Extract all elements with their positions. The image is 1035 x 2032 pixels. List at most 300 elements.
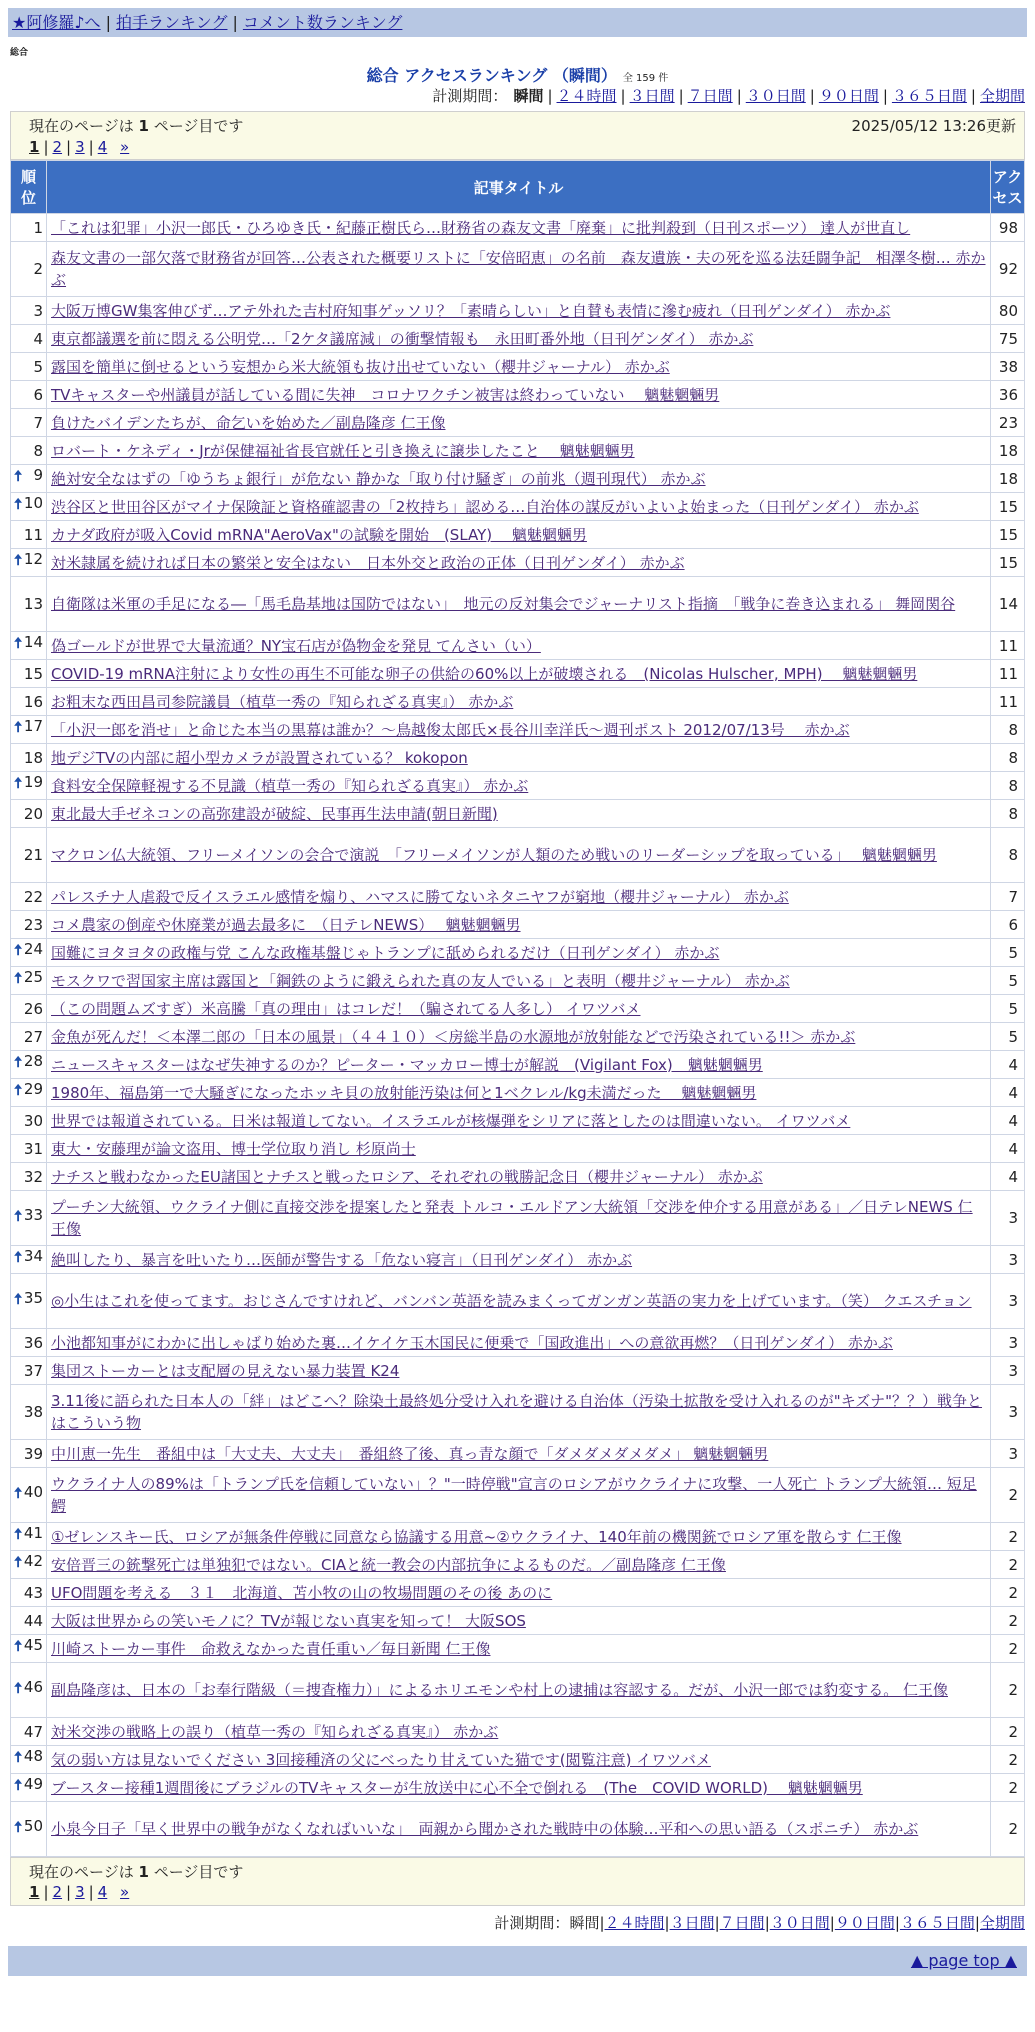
rank-number: 6 [33,385,43,404]
table-row [11,214,1025,242]
table-row [11,353,1025,381]
rank-up-arrow-icon: 🠅 [14,1525,23,1543]
table-row [11,688,1025,716]
rank-cell [11,1663,47,1718]
rank-number: 33 [23,1205,43,1224]
access-count: 5 [991,967,1025,995]
article-title-link[interactable]: 地デジTVの内部に超小型カメラが設置されている？ kokopon [51,748,468,767]
pager-page-3[interactable]: 3 [75,138,85,156]
rank-up-arrow-icon: 🠅 [14,941,23,959]
rank-number: 15 [23,664,43,683]
period-option-6[interactable]: 全期間 [979,87,1025,105]
period-separator: | [547,87,553,105]
table-row [11,1079,1025,1107]
article-title-link[interactable]: 森友文書の一部欠落で財務省が回答…公表された概要リストに「安倍昭恵」の名前 森友遺族・夫の死を巡る法廷闘争記 相澤冬樹… 赤かぶ [51,249,986,289]
access-count: 2 [991,1635,1025,1663]
access-count: 2 [991,1802,1025,1857]
period-option-1[interactable]: ３日間 [669,1914,715,1932]
period-option-3[interactable]: ３０日間 [769,1914,830,1932]
period-separator: | [664,1914,670,1932]
access-count: 8 [991,828,1025,883]
article-title-link[interactable]: 集団ストーカーとは支配層の見えない暴力装置 K24 [51,1361,400,1380]
title-cell [47,1385,991,1440]
period-label: 計測期間： [432,87,508,105]
table-row [11,1385,1025,1440]
article-title-link[interactable]: 「これは犯罪」小沢一郎氏・ひろゆき氏・紀藤正樹氏ら…財務省の森友文書「廃棄」に批判殺到（日刊スポーツ） 達人が世直し [51,218,911,237]
table-row [11,325,1025,353]
title-cell [47,577,991,632]
page-info-box [10,111,1025,160]
rank-number: 28 [23,1052,43,1070]
table-row [11,967,1025,995]
article-title-link[interactable]: 東北最大手ゼネコンの高弥建設が破綻、民事再生法申請(朝日新聞) [51,804,498,823]
col-header-access: アクセス [991,161,1025,214]
period-selector-bottom [0,1906,1035,1940]
updated-timestamp: 2025/05/12 13:26更新 [851,117,1016,135]
rank-cell [11,297,47,325]
table-row [11,242,1025,297]
rank-number: 22 [23,887,43,906]
period-current: 瞬間 [513,87,544,105]
access-count: 3 [991,1329,1025,1357]
rank-cell [11,1135,47,1163]
title-cell [47,1191,991,1246]
title-cell [47,911,991,939]
pager-next[interactable]: » [120,138,130,156]
title-cell [47,1635,991,1663]
clap-ranking-link[interactable]: 拍手ランキング [115,13,228,32]
article-title-link[interactable]: ブースター接種1週間後にブラジルのTVキャスターが生放送中に心不全で倒れる (The COVID WORLD) 魑魅魍魎男 [51,1778,863,1797]
access-count: 15 [991,521,1025,549]
article-title-link[interactable]: 金魚が死んだ！＜本澤二郎の「日本の風景」（４４１０）＜房総半島の水源地が放射能などで汚染されている!!＞ 赤かぶ [51,1027,856,1046]
table-row [11,1551,1025,1579]
rank-cell [11,911,47,939]
article-title-link[interactable]: 東大・安藤理が論文盗用、博士学位取り消し 杉原尚士 [51,1139,416,1158]
table-row [11,465,1025,493]
title-cell [47,716,991,744]
title-cell [47,1246,991,1274]
access-count: 75 [991,325,1025,353]
rank-up-arrow-icon: 🠅 [14,495,23,513]
table-row [11,883,1025,911]
pagination [29,1883,1016,1901]
article-title-link[interactable]: 東京都議選を前に悶える公明党…「2ケタ議席減」の衝撃情報も 永田町番外地（日刊ゲンダイ） 赤かぶ [51,329,754,348]
article-title-link[interactable]: ロバート・ケネディ・Jrが保健福祉省長官就任と引き換えに譲歩したこと 魑魅魍魎男 [51,441,635,460]
rank-number: 47 [23,1722,43,1741]
table-row [11,1135,1025,1163]
access-count: 3 [991,1440,1025,1468]
period-option-2[interactable]: ７日間 [687,87,733,105]
table-row [11,437,1025,465]
title-cell [47,1079,991,1107]
table-row [11,1023,1025,1051]
rank-cell [11,1329,47,1357]
rank-cell [11,1246,47,1274]
title-cell [47,1135,991,1163]
table-row [11,1468,1025,1523]
pager-next[interactable]: » [120,1883,130,1901]
rank-cell [11,744,47,772]
article-title-link[interactable]: 絶対安全なはずの「ゆうちょ銀行」が危ない 静かな「取り付け騒ぎ」の前兆（週刊現代） 赤かぶ [51,469,706,488]
access-count: 15 [991,493,1025,521]
rank-cell [11,800,47,828]
rank-number: 30 [23,1111,43,1130]
access-count: 7 [991,883,1025,911]
rank-number: 46 [23,1677,43,1696]
article-title-link[interactable]: 小池都知事がにわかに出しゃばり始めた裏…イケイケ玉木国民に便乗で「国政進出」への意欲再燃？（日刊ゲンダイ） 赤かぶ [51,1333,893,1352]
article-title-link[interactable]: ①ゼレンスキー氏、ロシアが無条件停戦に同意なら協議する用意~②ウクライナ、140年前の機関銃でロシア軍を散らす 仁王像 [51,1527,902,1546]
title-cell [47,800,991,828]
access-count: 18 [991,437,1025,465]
article-title-link[interactable]: 食料安全保障軽視する不見識（植草一秀の『知られざる真実』） 赤かぶ [51,776,529,795]
access-count: 2 [991,1468,1025,1523]
current-page-text: 現在のページは 1 ページ目です [29,117,244,135]
title-cell [47,1774,991,1802]
table-row [11,1718,1025,1746]
table-row [11,1274,1025,1329]
rank-number: 24 [23,940,43,958]
access-count: 2 [991,1523,1025,1551]
period-separator: | [736,87,742,105]
pager-current-page: 1 [29,138,40,156]
pager-page-3[interactable]: 3 [75,1883,85,1901]
access-count: 38 [991,353,1025,381]
rank-cell [11,1079,47,1107]
rank-number: 45 [23,1636,43,1654]
rank-up-arrow-icon: 🠅 [14,718,23,736]
rank-up-arrow-icon: 🠅 [14,1553,23,1571]
table-row [11,716,1025,744]
title-cell [47,1718,991,1746]
rank-cell [11,1523,47,1551]
article-title-link[interactable]: プーチン大統領、ウクライナ側に直接交渉を提案したと発表 トルコ・エルドアン大統領「交渉を仲介する用意がある」／日テレNEWS 仁王像 [51,1198,973,1238]
period-option-5[interactable]: ３６５日間 [891,87,967,105]
article-title-link[interactable]: 副島隆彦は、日本の「お奉行階級（＝捜査権力）」によるホリエモンや村上の逮捕は容認する。だが、小沢一郎では豹変する。 仁王像 [51,1681,948,1699]
rank-cell [11,1718,47,1746]
access-count: 4 [991,1135,1025,1163]
rank-number: 11 [23,525,43,544]
table-row [11,939,1025,967]
rank-cell [11,409,47,437]
rank-cell [11,1191,47,1246]
comment-ranking-link[interactable]: コメント数ランキング [242,13,403,32]
period-option-3[interactable]: ３０日間 [745,87,806,105]
table-row [11,744,1025,772]
table-row [11,1107,1025,1135]
rank-cell [11,242,47,297]
table-row [11,1635,1025,1663]
rank-number: 20 [23,804,43,823]
pager-spacer [111,1883,116,1901]
access-count: 5 [991,939,1025,967]
access-count: 8 [991,772,1025,800]
article-title-link[interactable]: 世界では報道されている。日米は報道してない。イスラエルが核爆弾をシリアに落としたのは間違いない。 イワツバメ [51,1111,851,1130]
pager-spacer [111,138,116,156]
rank-number: 19 [23,773,43,791]
title-cell [47,883,991,911]
rank-up-arrow-icon: 🠅 [14,467,23,485]
title-cell [47,1023,991,1051]
article-title-link[interactable]: 川崎ストーカー事件 命救えなかった責任重い／毎日新聞 仁王像 [51,1639,491,1658]
bottom-bar [8,1946,1027,1976]
rank-cell [11,353,47,381]
rank-up-arrow-icon: 🠅 [14,774,23,792]
pager-page-4[interactable]: 4 [97,138,108,156]
article-title-link[interactable]: 大阪は世界からの笑いモノに？TVが報じない真実を知って！ 大阪SOS [51,1611,526,1630]
pager-page-2[interactable]: 2 [52,138,63,156]
rank-number: 17 [23,717,43,735]
title-cell [47,1746,991,1774]
access-count: 92 [991,242,1025,297]
table-row [11,1051,1025,1079]
period-option-2[interactable]: ７日間 [719,1914,765,1932]
period-option-5[interactable]: ３６５日間 [899,1914,975,1932]
rank-cell [11,967,47,995]
article-title-link[interactable]: 3.11後に語られた日本人の「絆」はどこへ？除染土最終処分受け入れを避ける自治体（汚染土拡散を受け入れるのが"キズナ"？？）戦争とはこういう物 [51,1392,983,1432]
rank-cell [11,1107,47,1135]
rank-cell [11,632,47,660]
rank-cell [11,995,47,1023]
rank-number: 13 [23,595,43,613]
rank-number: 27 [23,1027,43,1046]
nav-separator: | [232,13,238,32]
rank-number: 23 [23,915,43,934]
article-title-link[interactable]: 負けたバイデンたちが、命乞いを始めた／副島隆彦 仁王像 [51,413,446,432]
rank-cell [11,1163,47,1191]
article-title-link[interactable]: ◎小生はこれを使ってます。おじさんですけれど、バンバン英語を読みまくってガンガン英語の実力を上げています。（笑） クエスチョン [51,1292,972,1310]
article-title-link[interactable]: ニュースキャスターはなぜ失神するのか？ピーター・マッカロー博士が解説 (Vigilant Fox) 魑魅魍魎男 [51,1055,763,1074]
article-title-link[interactable]: 対米隷属を続ければ日本の繁栄と安全はない 日本外交と政治の正体（日刊ゲンダイ） 赤かぶ [51,553,685,572]
rank-number: 5 [33,357,43,376]
table-row [11,381,1025,409]
access-count: 6 [991,911,1025,939]
access-count: 4 [991,1163,1025,1191]
article-title-link[interactable]: COVID-19 mRNA注射により女性の再生不可能な卵子の供給の60%以上が破壊される (Nicolas Hulscher, MPH) 魑魅魍魎男 [51,664,918,683]
rank-up-arrow-icon: 🠅 [14,634,23,652]
title-cell [47,493,991,521]
rank-up-arrow-icon: 🠅 [14,1289,23,1308]
site-home-link[interactable]: ★阿修羅♪へ [12,13,101,32]
rank-cell [11,828,47,883]
rank-number: 44 [23,1611,43,1630]
page-info-box-bottom [10,1857,1025,1906]
article-title-link[interactable]: 自衛隊は米軍の手足になる―「馬毛島基地は国防ではない」 地元の反対集会でジャーナリスト指摘 「戦争に巻き込まれる」 舞岡関谷 [51,595,956,613]
rank-number: 41 [23,1524,43,1542]
period-option-0[interactable]: ２４時間 [604,1914,665,1932]
table-row [11,1663,1025,1718]
article-title-link[interactable]: 「小沢一郎を消せ」と命じた本当の黒幕は誰か？～鳥越俊太郎氏×長谷川幸洋氏～週刊ポスト 2012/07/13号 赤かぶ [51,720,850,739]
period-option-0[interactable]: ２４時間 [556,87,617,105]
article-title-link[interactable]: 気の弱い方は見ないでください 3回接種済の父にべったり甘えていた猫です(閲覧注意) イワツバメ [51,1750,711,1769]
period-separator: | [809,87,815,105]
title-cell [47,214,991,242]
article-title-link[interactable]: 偽ゴールドが世界で大量流通？NY宝石店が偽物金を発見 てんさい（い） [51,636,541,655]
title-cell [47,632,991,660]
access-count: 5 [991,995,1025,1023]
table-row [11,1440,1025,1468]
table-row [11,660,1025,688]
rank-number: 25 [23,968,43,986]
title-cell [47,521,991,549]
rank-cell [11,1274,47,1329]
period-separator: | [599,1914,605,1932]
rank-cell [11,493,47,521]
title-cell [47,1607,991,1635]
period-option-4[interactable]: ９０日間 [834,1914,895,1932]
title-cell [47,1551,991,1579]
rank-number: 16 [23,692,43,711]
top-nav-bar [8,8,1027,37]
title-cell [47,1802,991,1857]
section-label: 総合 [10,48,29,58]
access-count: 11 [991,632,1025,660]
title-cell [47,325,991,353]
nav-separator: | [105,13,111,32]
article-title-link[interactable]: UFO問題を考える ３１ 北海道、苫小牧の山の牧場問題のその後 あのに [51,1583,553,1602]
title-cell [47,1663,991,1718]
rank-up-arrow-icon: 🠅 [14,969,23,987]
rank-number: 29 [23,1080,43,1098]
access-count: 4 [991,1079,1025,1107]
title-cell [47,1468,991,1523]
rank-up-arrow-icon: 🠅 [14,1817,23,1836]
table-row [11,297,1025,325]
rank-number: 37 [23,1361,43,1380]
title-cell [47,1440,991,1468]
rank-number: 26 [23,999,43,1018]
pager-page-2[interactable]: 2 [52,1883,63,1901]
title-cell [47,744,991,772]
rank-up-arrow-icon: 🠅 [14,1053,23,1071]
article-title-link[interactable]: 1980年、福島第一で大騒ぎになったホッキ貝の放射能汚染は何と1ベクレル/kg未満だった 魑魅魍魎男 [51,1083,757,1102]
access-count: 8 [991,744,1025,772]
article-title-link[interactable]: 対米交渉の戦略上の誤り（植草一秀の『知られざる真実』） 赤かぶ [51,1722,499,1741]
pager-separator: | [66,138,72,156]
pager-separator: | [43,138,49,156]
period-separator: | [764,1914,770,1932]
title-cell [47,967,991,995]
total-count: 全 159 件 [622,73,669,84]
table-row [11,800,1025,828]
title-cell [47,995,991,1023]
table-row [11,995,1025,1023]
access-count: 3 [991,1246,1025,1274]
period-option-6[interactable]: 全期間 [979,1914,1025,1932]
article-title-link[interactable]: マクロン仏大統領、フリーメイソンの会合で演説 「フリーメイソンが人類のため戦いのリーダーシップを取っている」 魑魅魍魎男 [51,846,937,864]
rank-number: 1 [33,218,43,237]
rank-cell [11,688,47,716]
article-title-link[interactable]: 安倍晋三の銃撃死亡は単独犯ではない。CIAと統一教会の内部抗争によるものだ。／副島隆彦 仁王像 [51,1555,726,1574]
article-title-link[interactable]: パレスチナ人虐殺で反イスラエル感情を煽り、ハマスに勝てないネタニヤフが窮地（櫻井ジャーナル） 赤かぶ [51,887,789,906]
current-page-text: 現在のページは 1 ページ目です [29,1863,244,1881]
table-row [11,1523,1025,1551]
table-row [11,1191,1025,1246]
access-count: 18 [991,465,1025,493]
article-title-link[interactable]: お粗末な西田昌司参院議員（植草一秀の『知られざる真実』） 赤かぶ [51,692,514,711]
table-row [11,577,1025,632]
table-row [11,1246,1025,1274]
period-option-4[interactable]: ９０日間 [818,87,879,105]
article-title-link[interactable]: モスクワで習国家主席は露国と「鋼鉄のように鍛えられた真の友人でいる」と表明（櫻井ジャーナル） 赤かぶ [51,971,790,990]
rank-up-arrow-icon: 🠅 [14,1206,23,1225]
article-title-link[interactable]: 渋谷区と世田谷区がマイナ保険証と資格確認書の「2枚持ち」認める…自治体の謀反がいよいよ始まった（日刊ゲンダイ） 赤かぶ [51,497,919,516]
title-cell [47,297,991,325]
page-top-link[interactable]: ▲ page top ▲ [910,1951,1017,1970]
title-cell [47,828,991,883]
article-title-link[interactable]: （この問題ムズすぎ）米高騰「真の理由」はコレだ！（騙されてる人多し） イワツバメ [51,999,641,1018]
article-title-link[interactable]: 露国を簡単に倒せるという妄想から米大統領も抜け出せていない（櫻井ジャーナル） 赤かぶ [51,357,670,376]
pager-page-4[interactable]: 4 [97,1883,108,1901]
article-title-link[interactable]: 大阪万博GW集客伸びず…アテ外れた吉村府知事ゲッソリ？「素晴らしい」と自賛も表情に滲む疲れ（日刊ゲンダイ） 赤かぶ [51,301,891,320]
ranking-table [10,160,1025,1857]
pager-separator: | [88,1883,94,1901]
access-count: 4 [991,1051,1025,1079]
table-row [11,911,1025,939]
article-title-link[interactable]: ナチスと戦わなかったEU諸国とナチスと戦ったロシア、それぞれの戦勝記念日（櫻井ジャーナル） 赤かぶ [51,1167,763,1186]
access-count: 2 [991,1663,1025,1718]
article-title-link[interactable]: 中川恵一先生 番組中は「大丈夫、大丈夫」 番組終了後、真っ青な顔で「ダメダメダメダメ」 魑魅魍魎男 [51,1444,769,1463]
title-cell [47,1357,991,1385]
table-row [11,493,1025,521]
access-count: 2 [991,1718,1025,1746]
article-title-link[interactable]: 小泉今日子「早く世界中の戦争がなくなればいいな」 両親から聞かされた戦時中の体験…平和への思い語る（スポニチ） 赤かぶ [51,1820,919,1838]
title-cell [47,1274,991,1329]
rank-number: 39 [23,1444,43,1463]
access-count: 2 [991,1579,1025,1607]
table-row [11,1579,1025,1607]
table-row [11,409,1025,437]
rank-number: 50 [23,1816,43,1835]
period-option-1[interactable]: ３日間 [629,87,675,105]
article-title-link[interactable]: 絶叫したり、暴言を吐いたり…医師が警告する「危ない寝言」（日刊ゲンダイ） 赤かぶ [51,1250,633,1269]
article-title-link[interactable]: ウクライナ人の89%は「トランプ氏を信頼していない」？"一時停戦"宣言のロシアがウクライナに攻撃、一人死亡 トランプ大統領… 短足鰐 [51,1475,977,1515]
rank-up-arrow-icon: 🠅 [14,1776,23,1794]
access-count: 36 [991,381,1025,409]
table-row [11,1802,1025,1857]
title-cell [47,549,991,577]
rank-cell [11,772,47,800]
article-title-link[interactable]: TVキャスターや州議員が話している間に失神 コロナワクチン被害は終わっていない 魑魅魍魎男 [51,385,720,404]
title-cell [47,381,991,409]
rank-number: 43 [23,1583,43,1602]
rank-number: 3 [33,301,43,320]
pager-current-page: 1 [29,1883,40,1901]
access-count: 98 [991,214,1025,242]
rank-cell [11,883,47,911]
rank-cell [11,437,47,465]
article-title-link[interactable]: カナダ政府が吸入Covid mRNA"AeroVax"の試験を開始 (SLAY) 魑魅魍魎男 [51,525,587,544]
title-cell [47,939,991,967]
rank-number: 31 [23,1139,43,1158]
period-selector-top [0,85,1035,107]
title-cell [47,772,991,800]
access-count: 14 [991,577,1025,632]
rank-up-arrow-icon: 🠅 [14,1637,23,1655]
rank-number: 49 [23,1775,43,1793]
title-cell [47,1163,991,1191]
article-title-link[interactable]: コメ農家の倒産や休廃業が過去最多に （日テレNEWS） 魑魅魍魎男 [51,915,521,934]
access-count: 2 [991,1551,1025,1579]
rank-cell [11,1774,47,1802]
table-row [11,1329,1025,1357]
rank-number: 21 [23,846,43,864]
article-title-link[interactable]: 国難にヨタヨタの政権与党 こんな政権基盤じゃトランプに舐められるだけ（日刊ゲンダイ） 赤かぶ [51,943,720,962]
rank-number: 38 [23,1403,43,1421]
period-separator: | [894,1914,900,1932]
access-count: 3 [991,1274,1025,1329]
rank-number: 42 [23,1552,43,1570]
rank-cell [11,1607,47,1635]
